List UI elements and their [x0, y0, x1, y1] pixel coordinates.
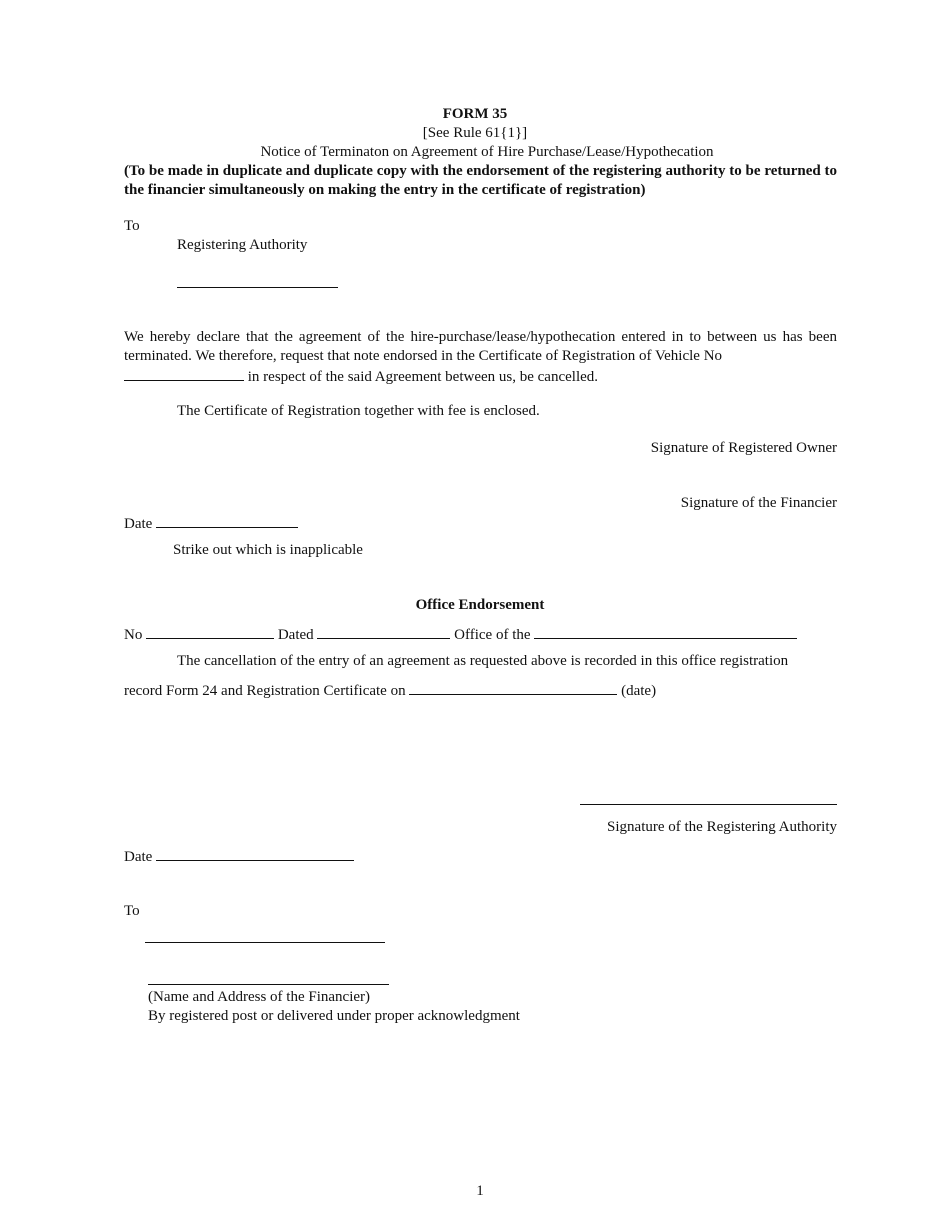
rule-reference: [See Rule 61{1}] [422, 125, 528, 141]
strike-note: Strike out which is inapplicable [173, 542, 363, 558]
cancellation-row [124, 680, 656, 701]
endorsement-title: Office Endorsement [415, 597, 545, 613]
date-suffix: (date) [621, 683, 657, 699]
cancellation-text: The cancellation of the entry of an agreement as requested above is recorded in this office registration [177, 653, 789, 669]
office-of-label: Office of the [454, 627, 531, 643]
to-label: To [124, 218, 140, 234]
declaration-text-end: in respect of the said Agreement between us, be cancelled. [244, 369, 599, 385]
dated-label: Dated [277, 627, 314, 643]
endorsement-date-row [124, 846, 354, 867]
page-number: 1 [476, 1183, 484, 1199]
owner-signature-label: Signature of Registered Owner [650, 440, 837, 456]
no-label: No [124, 627, 143, 643]
authority-address-blank[interactable] [177, 287, 338, 288]
enclosure-note: The Certificate of Registration together with fee is enclosed. [177, 403, 540, 419]
form-number: FORM 35 [442, 106, 508, 122]
form-instruction: (To be made in duplicate and duplicate copy with the endorsement of the registering authority to be returned to the financier simultaneously on making the entry in the certificate of registration) [124, 163, 837, 198]
office-blank[interactable] [534, 624, 797, 639]
date-row [124, 513, 298, 534]
endorsement-row [124, 624, 797, 645]
endorsement-to-label: To [124, 903, 140, 919]
declaration-paragraph [124, 328, 837, 387]
date-label: Date [124, 516, 153, 532]
date-blank[interactable] [156, 513, 298, 528]
endorsement-date-label: Date [124, 849, 153, 865]
form-subtitle: Notice of Terminaton on Agreement of Hire Purchase/Lease/Hypothecation [260, 144, 714, 160]
dated-blank[interactable] [317, 624, 450, 639]
financier-address-blank[interactable] [148, 984, 389, 985]
endorsement-date-blank[interactable] [156, 846, 354, 861]
registration-date-blank[interactable] [409, 680, 617, 695]
declaration-text: We hereby declare that the agreement of the hire-purchase/lease/hypothecation entered in to between us has been terminated. We therefore, request that note endorsed in the Certificate of Registration of Vehicle No [124, 329, 837, 364]
vehicle-number-blank[interactable] [124, 366, 244, 381]
delivery-note: By registered post or delivered under proper acknowledgment [148, 1008, 520, 1024]
financier-signature-label: Signature of the Financier [680, 495, 837, 511]
financier-name-blank[interactable] [145, 942, 385, 943]
no-blank[interactable] [146, 624, 274, 639]
registering-authority-label: Registering Authority [177, 237, 308, 253]
cancellation-text-2: record Form 24 and Registration Certificate on [124, 683, 406, 699]
financier-name-address-label: (Name and Address of the Financier) [148, 989, 371, 1005]
authority-signature-line[interactable] [580, 804, 837, 805]
authority-signature-label: Signature of the Registering Authority [607, 819, 837, 835]
